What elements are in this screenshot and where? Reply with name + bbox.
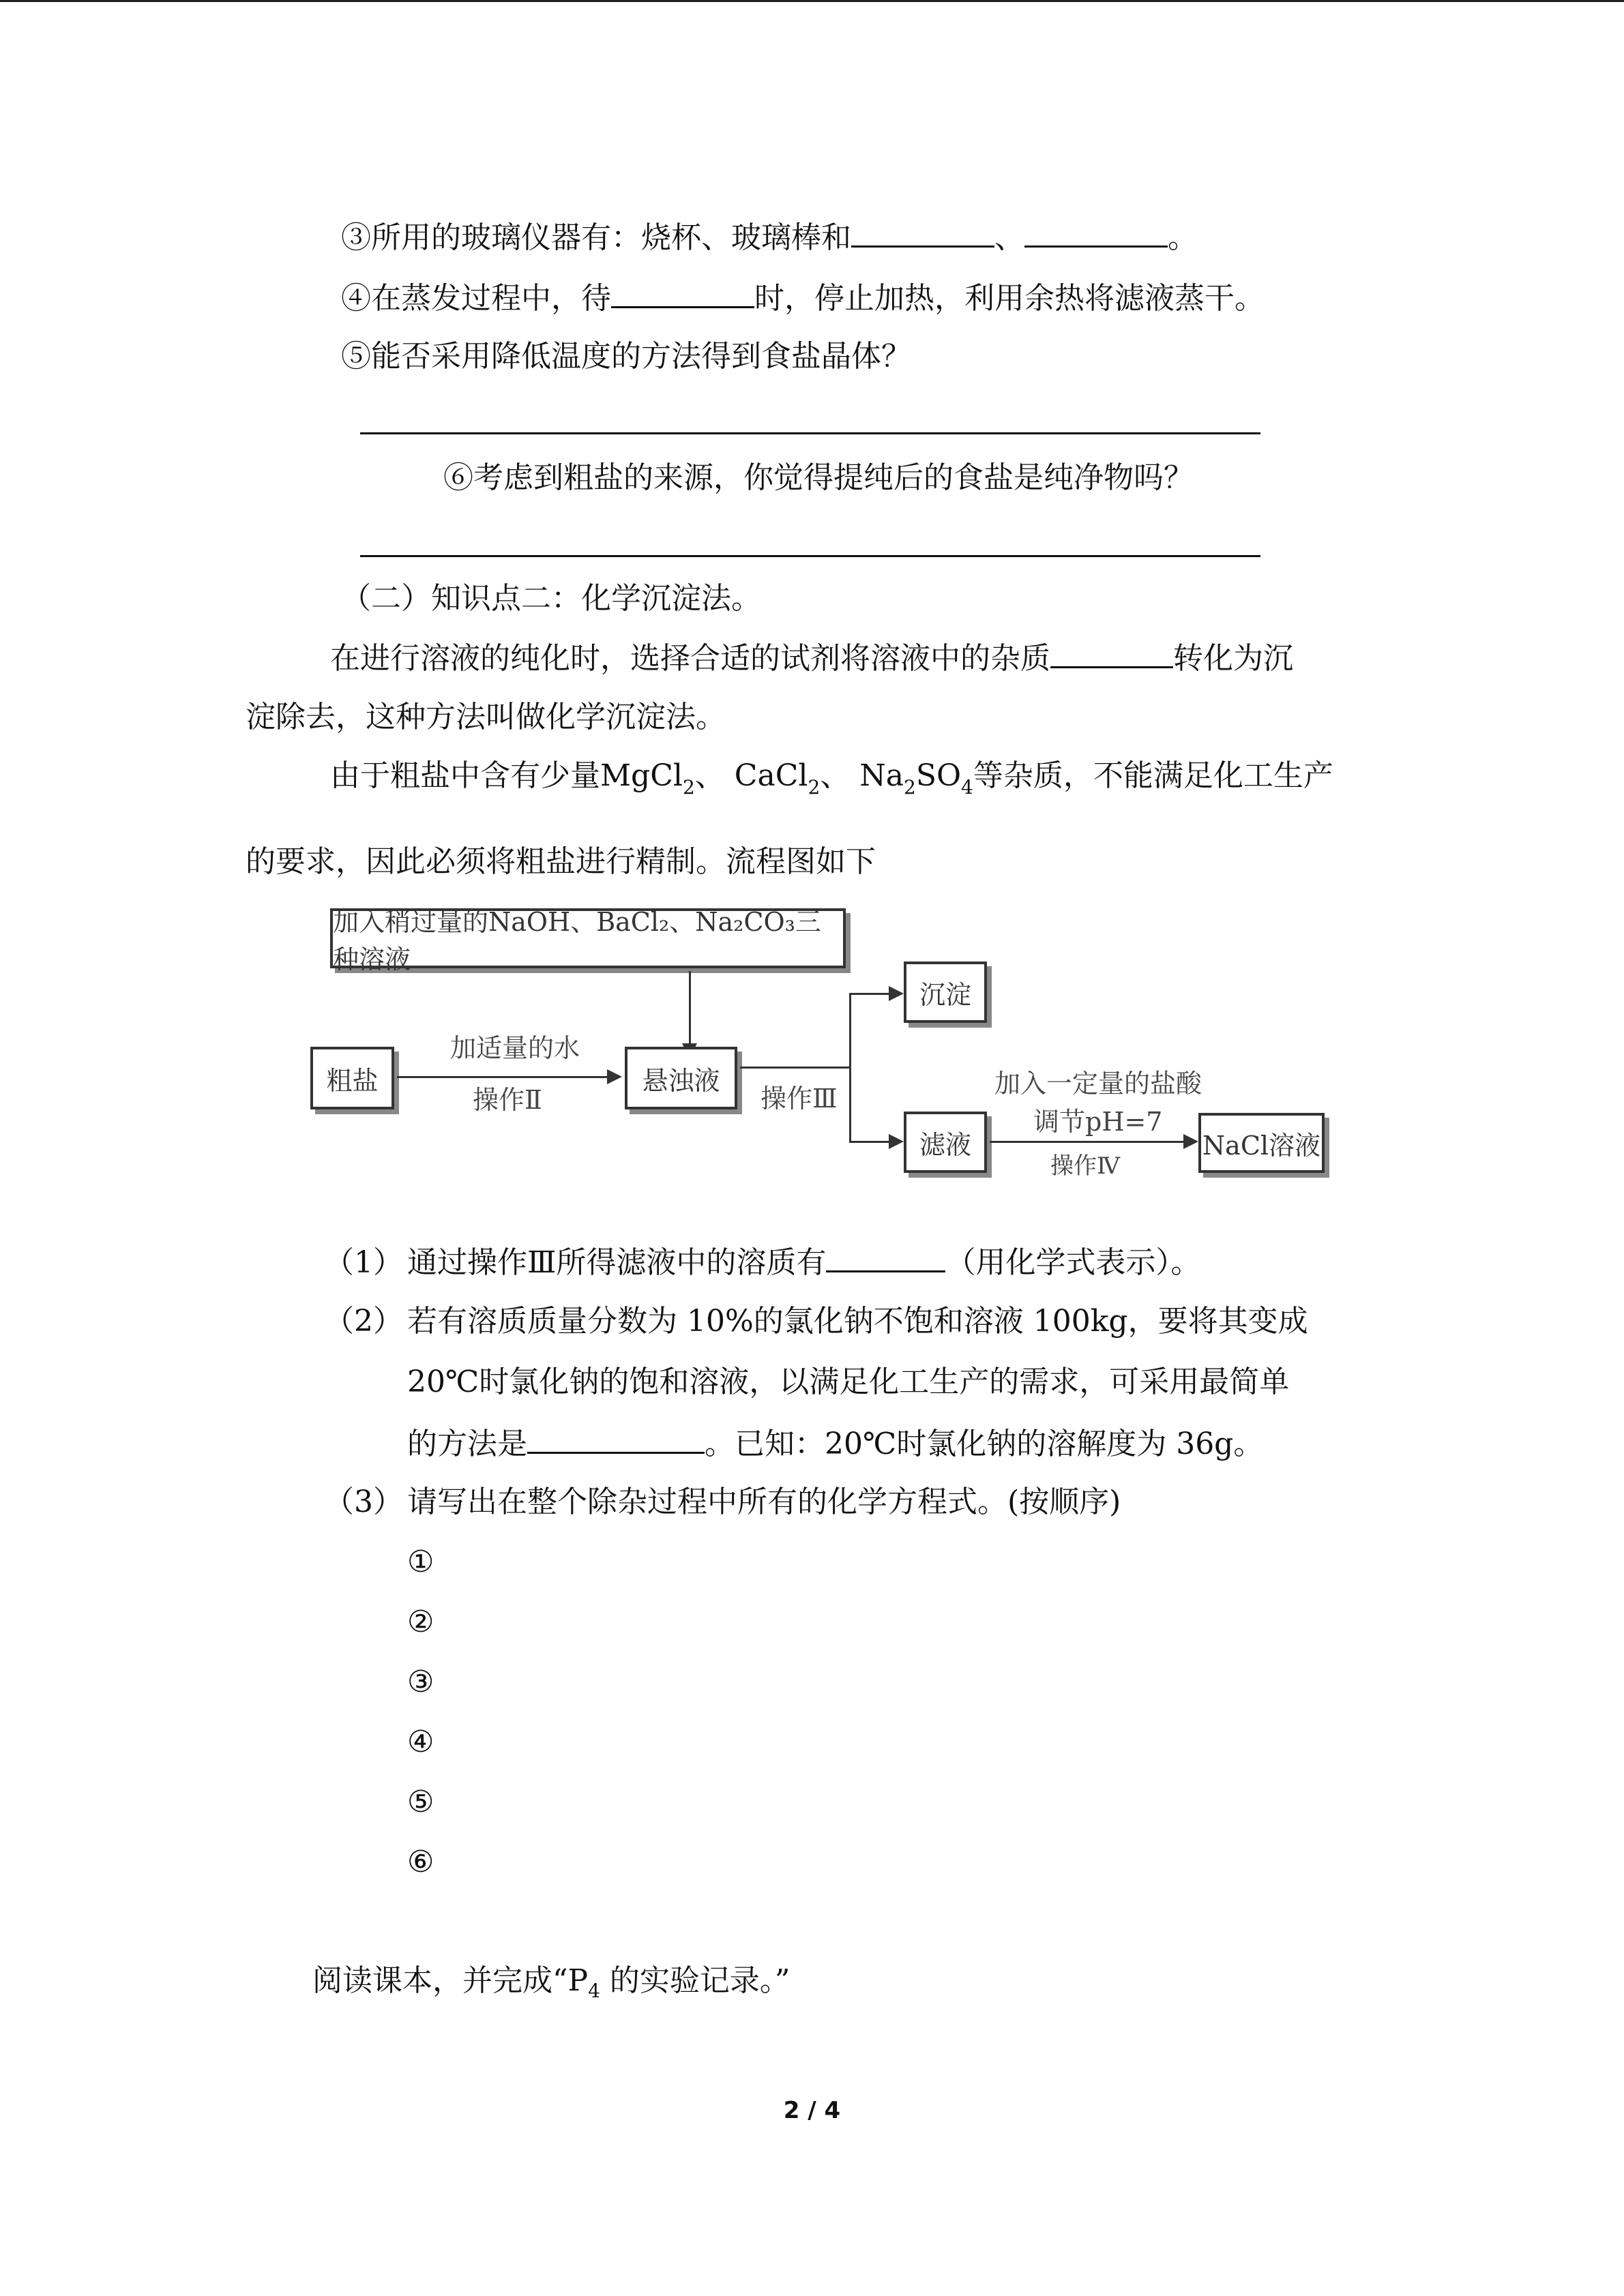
paragraph-2-line-2: 的要求，因此必须将粗盐进行精制。流程图如下 xyxy=(246,844,876,879)
paragraph-1-line-1 xyxy=(330,636,1293,679)
paragraph-text: 转化为沉 xyxy=(1173,641,1293,676)
subscript: 4 xyxy=(961,776,973,799)
arrow-right xyxy=(1183,1134,1198,1149)
question-3 xyxy=(324,1482,1121,1523)
reagents-box: 加入稍过量的NaOH、BaCl₂、Na₂CO₃三种溶液 xyxy=(330,908,846,968)
equation-item[interactable]: ① xyxy=(407,1545,434,1579)
question-number: （3） xyxy=(324,1485,403,1519)
formula-mgcl2: MgCl xyxy=(600,758,683,793)
question-1 xyxy=(324,1240,1200,1283)
ph-label: 调节pH=7 xyxy=(1033,1107,1163,1137)
answer-blank[interactable] xyxy=(826,1240,945,1272)
crude-salt-box: 粗盐 xyxy=(310,1047,394,1109)
question-4-text-a: ④在蒸发过程中，待 xyxy=(341,281,611,316)
suspension-box: 悬浊液 xyxy=(625,1047,737,1109)
paragraph-text: 在进行溶液的纯化时，选择合适的试剂将溶液中的杂质 xyxy=(330,641,1050,676)
connector xyxy=(849,1141,891,1143)
paragraph-text: 由于粗盐中含有少量 xyxy=(330,758,600,793)
question-4-line xyxy=(341,276,1265,319)
equation-item[interactable]: ⑤ xyxy=(407,1785,434,1819)
question-6-text: ⑥考虑到粗盐的来源，你觉得提纯后的食盐是纯净物吗？ xyxy=(443,460,1194,495)
formula-na2so4: Na xyxy=(859,758,904,793)
answer-blank[interactable] xyxy=(851,215,994,248)
answer-blank[interactable] xyxy=(611,276,754,308)
top-border xyxy=(0,0,1624,2)
answer-blank[interactable] xyxy=(527,1422,705,1454)
question-text: 的方法是 xyxy=(407,1427,527,1461)
formula-cacl2: CaCl xyxy=(734,758,808,793)
reading-text: 的实验记录。” xyxy=(600,1963,791,1998)
question-4-text-b: 时，停止加热，利用余热将滤液蒸干。 xyxy=(754,281,1265,316)
equation-item[interactable]: ④ xyxy=(407,1725,434,1759)
subscript: 2 xyxy=(904,776,916,799)
formula-na2so4-so: SO xyxy=(915,758,962,793)
water-label: 加适量的水 xyxy=(450,1033,580,1063)
equation-item[interactable]: ② xyxy=(407,1605,434,1639)
arrow-right xyxy=(889,1134,904,1149)
question-3-text: ③所用的玻璃仪器有：烧杯、玻璃棒和 xyxy=(341,220,851,255)
nacl-solution-box: NaCl溶液 xyxy=(1198,1113,1325,1173)
question-3-line xyxy=(341,215,1198,258)
paragraph-1-line-2: 淀除去，这种方法叫做化学沉淀法。 xyxy=(246,700,726,734)
operation-3-label: 操作Ⅲ xyxy=(761,1084,838,1114)
filtrate-box: 滤液 xyxy=(904,1112,987,1173)
question-2-line-3 xyxy=(407,1422,1263,1465)
operation-4-label: 操作Ⅳ xyxy=(1050,1152,1120,1180)
question-2-line-2: 20℃时氯化钠的饱和溶液，以满足化工生产的需求，可采用最简单 xyxy=(407,1365,1290,1399)
question-text: （用化学式表示）。 xyxy=(945,1245,1201,1280)
reading-text: 阅读课本，并完成“P xyxy=(312,1963,589,1998)
arrow-right xyxy=(607,1069,622,1084)
answer-line[interactable] xyxy=(360,555,1260,557)
question-number: （1） xyxy=(324,1245,403,1280)
arrow-right xyxy=(889,986,904,1001)
connector xyxy=(990,1141,1186,1143)
question-2-line-1 xyxy=(324,1301,1308,1342)
precipitate-box: 沉淀 xyxy=(904,961,987,1023)
section-heading: （二）知识点二：化学沉淀法。 xyxy=(341,581,761,616)
question-text: 。已知：20℃时氯化钠的溶解度为 36g。 xyxy=(705,1427,1264,1461)
question-5-text: ⑤能否采用降低温度的方法得到食盐晶体？ xyxy=(341,339,911,374)
answer-blank[interactable] xyxy=(1050,636,1173,668)
answer-line[interactable] xyxy=(360,432,1260,434)
question-text: 请写出在整个除杂过程中所有的化学方程式。(按顺序) xyxy=(407,1485,1121,1519)
paragraph-text: 等杂质，不能满足化工生产 xyxy=(973,758,1333,793)
connector xyxy=(689,971,691,1046)
equation-item[interactable]: ③ xyxy=(407,1665,434,1699)
reading-instruction xyxy=(312,1960,790,2012)
question-text: 若有溶质质量分数为 10%的氯化钠不饱和溶液 100kg，要将其变成 xyxy=(407,1304,1308,1339)
subscript: 2 xyxy=(682,776,695,799)
period: 。 xyxy=(1168,220,1198,255)
page-number: 2 / 4 xyxy=(783,2097,841,2124)
separator: 、 xyxy=(694,758,725,793)
connector xyxy=(397,1076,610,1078)
subscript: 2 xyxy=(808,776,821,799)
separator: 、 xyxy=(820,758,851,793)
separator: 、 xyxy=(994,220,1024,255)
subscript: 4 xyxy=(588,1979,600,2002)
equation-item[interactable]: ⑥ xyxy=(407,1845,434,1879)
paragraph-2-line-1 xyxy=(330,756,1333,800)
answer-blank[interactable] xyxy=(1024,215,1168,248)
connector xyxy=(740,1067,849,1069)
acid-label: 加入一定量的盐酸 xyxy=(994,1069,1202,1099)
connector xyxy=(849,993,891,995)
question-text: 通过操作Ⅲ所得滤液中的溶质有 xyxy=(407,1245,827,1280)
operation-2-label: 操作Ⅱ xyxy=(473,1085,542,1115)
question-number: （2） xyxy=(324,1304,403,1339)
connector xyxy=(849,993,851,1142)
